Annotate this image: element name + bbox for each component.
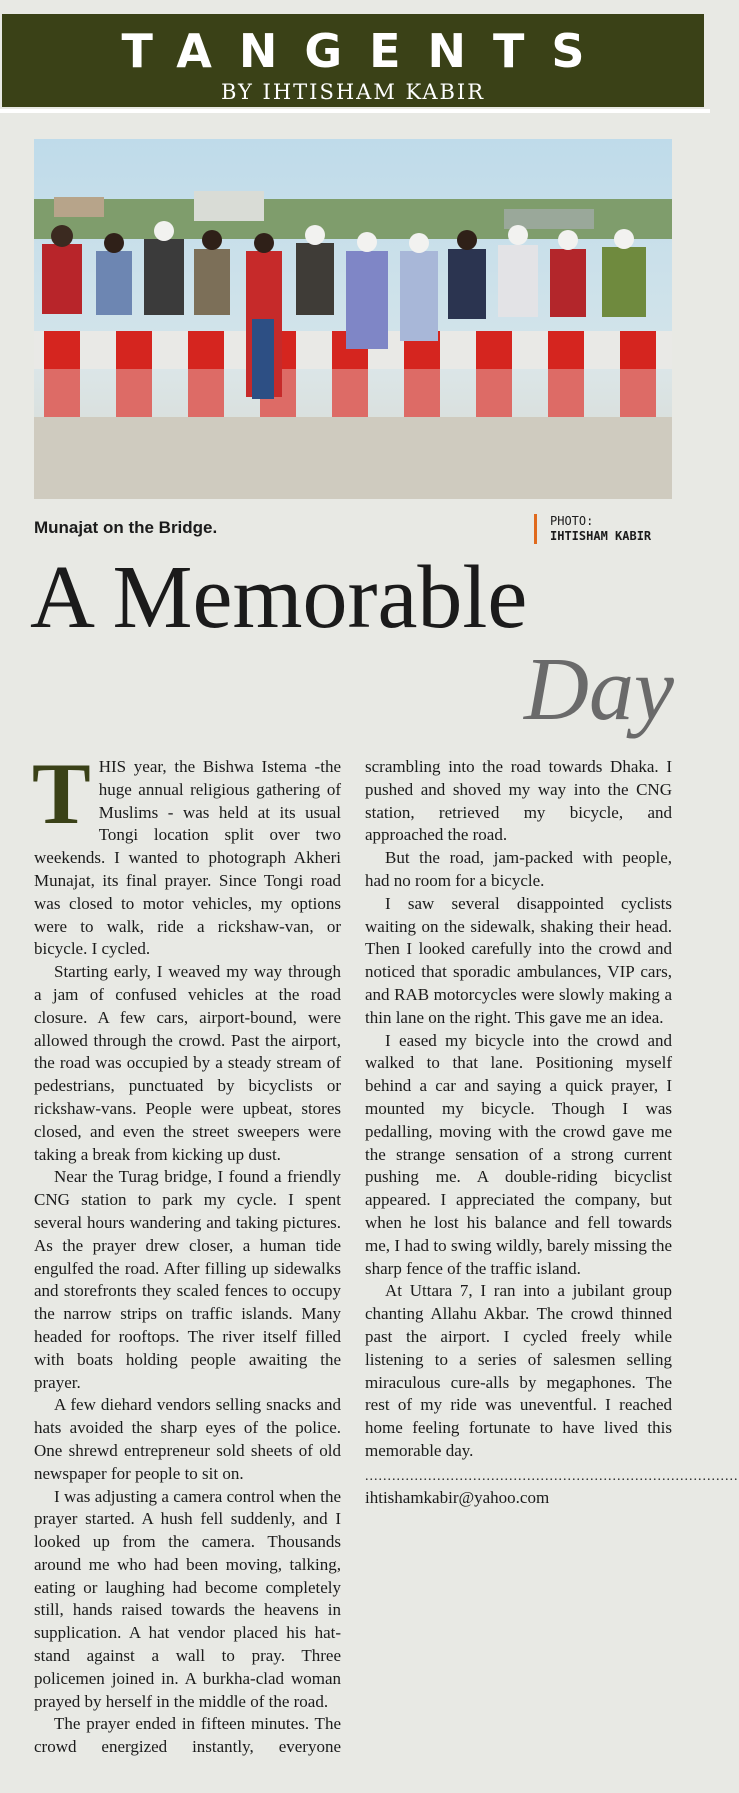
headline-line-1: A Memorable <box>30 548 528 647</box>
masthead-rule <box>0 109 710 113</box>
column-byline: BY IHTISHAM KABIR <box>220 80 486 104</box>
headline-line-2: Day <box>524 640 674 739</box>
article-paragraph: The prayer ended in fifteen minutes. The crowd energized instantly, everyone scrambling into the road towards Dhaka. I pushed and shoved my way into the CNG station, retrieved my bicycle, and approached the road. <box>34 757 672 1757</box>
photo-illustration <box>34 139 672 499</box>
drop-cap: T <box>32 746 91 843</box>
column-title: TANGENTS <box>121 24 612 78</box>
masthead <box>2 14 704 107</box>
article-paragraph: THIS year, the Bishwa Istema -the huge annual religious gathering of Muslims - was held at its usual Tongi location split over two weekends. I wanted to photograph Akheri Munajat, its final prayer. Since Tongi road was closed to motor vehicles, my options were to walk, ride a rickshaw-van, or bicycle. I cycled. <box>32 746 341 959</box>
article-paragraph: I saw several disappointed cyclists waiting on the sidewalk, shaking their head. Then I looked carefully into the crowd and noticed that sporadic ambulances, VIP cars, and RAB motorcycles were slowly making a thin lane on the right. This gave me an idea. <box>365 893 672 1027</box>
author-email[interactable]: ihtishamkabir@yahoo.com <box>365 1487 550 1507</box>
article-paragraph: At Uttara 7, I ran into a jubilant group chanting Allahu Akbar. The crowd thinned past the airport. I cycled freely while listening to a series of salesmen selling miraculous cure-alls by megaphones. The rest of my ride was uneventful. I reached home feeling fortunate to have lived this memorable day. <box>365 1281 672 1460</box>
photo-credit <box>534 514 690 544</box>
photo-caption: Munajat on the Bridge. <box>34 518 218 537</box>
article-paragraph: But the road, jam-packed with people, had no room for a bicycle. <box>365 848 672 890</box>
article-paragraph: Starting early, I weaved my way through a jam of confused vehicles at the road closure. A few cars, airport-bound, were allowed through the crowd. Past the airport, the road was occupied by a steady stream of pedestrians, punctuated by bicyclists or rickshaw-vans. People were upbeat, stores closed, and even the street sweepers were taking a break from kicking up dust. <box>34 962 341 1164</box>
photo-credit-name: IHTISHAM KABIR <box>550 529 652 543</box>
author-signature <box>365 1467 739 1510</box>
article-paragraph: I eased my bicycle into the crowd and walked to that lane. Positioning myself behind a car and saying a quick prayer, I mounted my bicycle. Though I was pedalling, moving with the crowd gave me the strange sensation of a strong current pushing me. A double-riding bicyclist appeared. I appreciated the company, but when he lost his balance and fell towards me, I had to swing wildly, barely missing the sharp fence of the traffic island. <box>365 1030 672 1278</box>
article-paragraph: Near the Turag bridge, I found a friendly CNG station to park my cycle. I spent several hours wandering and taking pictures. As the prayer drew closer, a human tide engulfed the road. After filling up sidewalks and storefronts they scaled fences to occupy the narrow strips on traffic islands. Many headed for rooftops. The river itself filled with boats holding people awaiting the prayer. <box>34 1167 341 1392</box>
feature-photo <box>34 139 672 499</box>
photo-credit-label: PHOTO: <box>550 514 594 528</box>
article-paragraph: A few diehard vendors selling snacks and hats avoided the sharp eyes of the police. One shrewd entrepreneur sold sheets of old newspaper for people to sit on. <box>34 1395 341 1483</box>
signature-separator: ................................................................................... <box>365 1468 739 1484</box>
article-body <box>32 746 739 1766</box>
article-paragraph: I was adjusting a camera control when the prayer started. A hush fell suddenly, and I looked up from the camera. Thousands around me who had been moving, talking, eating or laughing had become completely still, hands raised towards the heavens in supplication. A hat vendor placed his hat-stand against a wall to pray. Three policemen joined in. A burkha-clad woman prayed by herself in the middle of the road. <box>34 1486 341 1711</box>
